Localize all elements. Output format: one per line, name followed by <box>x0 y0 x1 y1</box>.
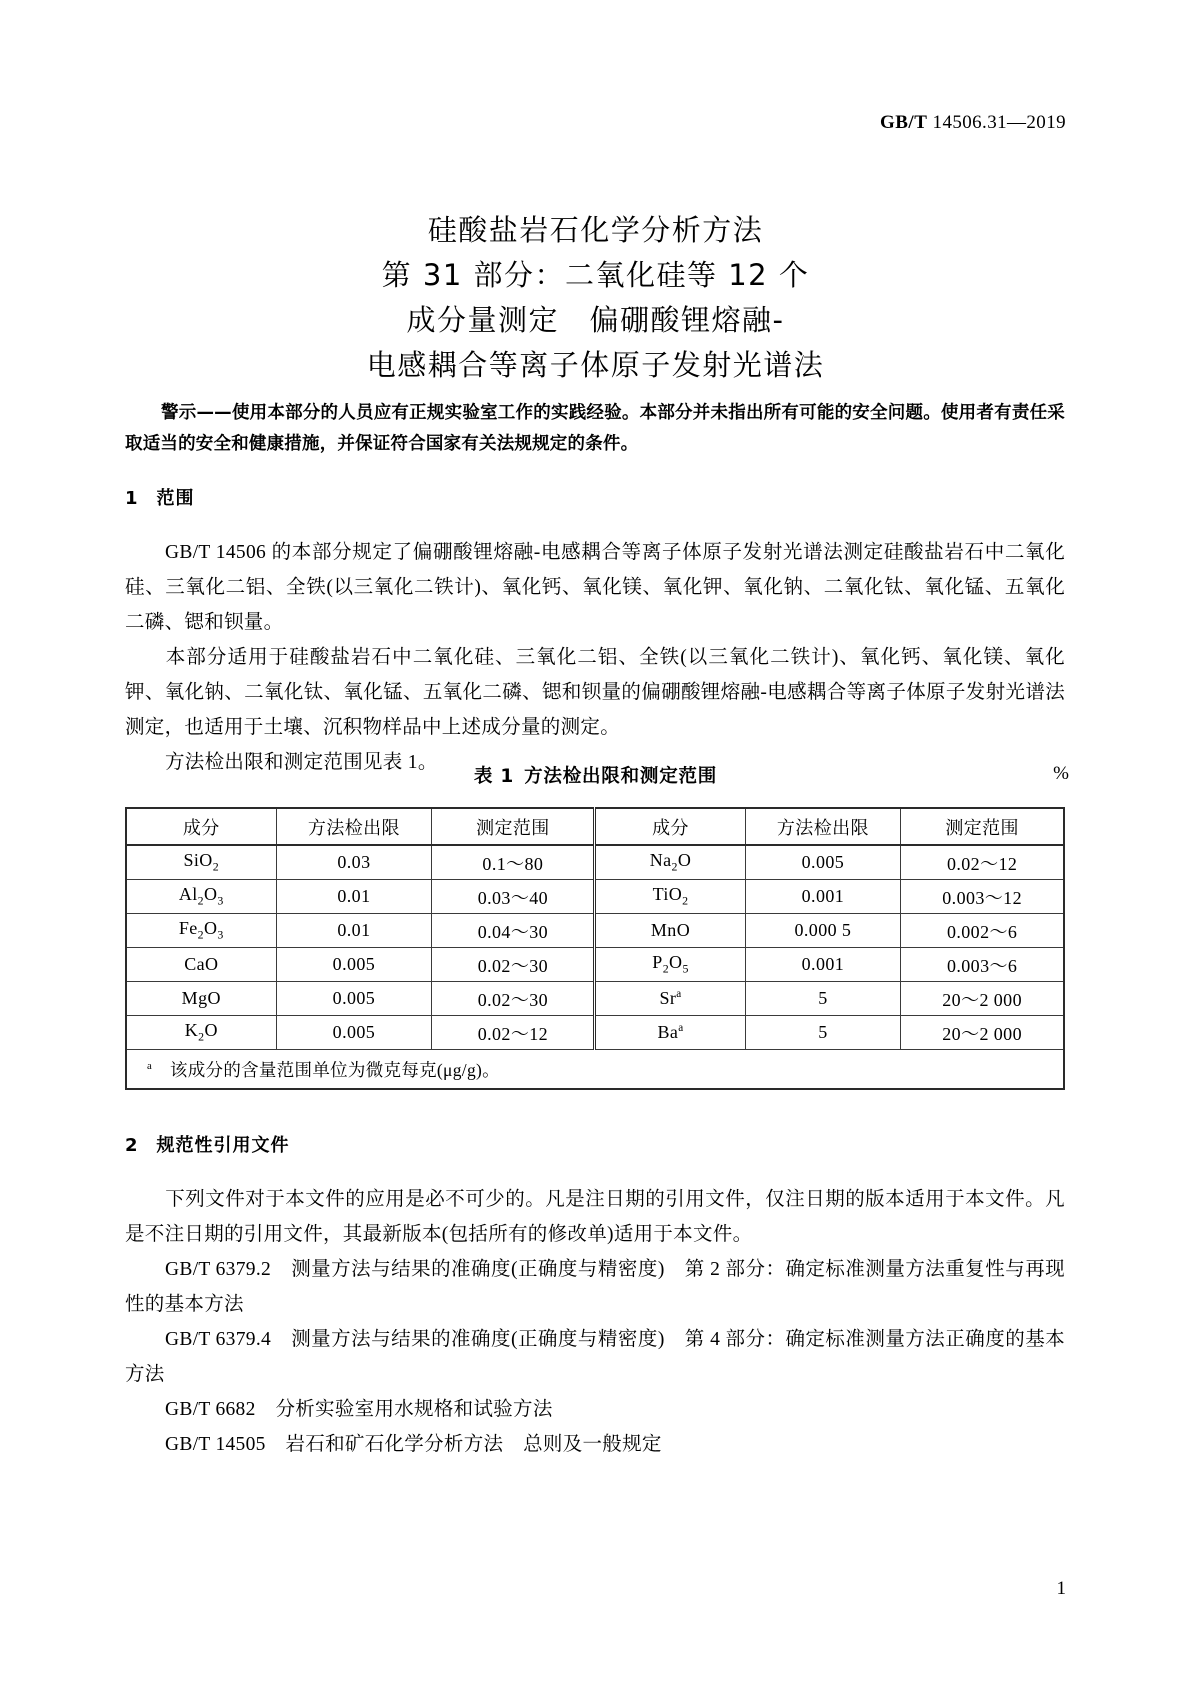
title-line-4: 电感耦合等离子体原子发射光谱法 <box>366 348 825 382</box>
reference-text: GB/T 6682 分析实验室用水规格和试验方法 <box>165 1399 553 1420</box>
range-cell: 0.03～40 <box>432 880 595 914</box>
table-1 <box>125 807 1065 1090</box>
detection-limit-cell: 5 <box>745 1016 901 1050</box>
column-header: 成分 <box>595 808 745 845</box>
range-cell: 0.1～80 <box>432 845 595 880</box>
section-2-title: 规范性引用文件 <box>156 1135 290 1156</box>
reference-item <box>125 1427 1065 1462</box>
table-row <box>126 1016 1064 1050</box>
table-1-unit: % <box>1053 763 1069 784</box>
section-2-heading <box>125 1131 290 1157</box>
reference-text: GB/T 14505 岩石和矿石化学分析方法 总则及一般规定 <box>165 1434 662 1455</box>
paragraph <box>125 535 1065 640</box>
table-1-caption <box>125 762 1066 788</box>
column-header: 成分 <box>126 808 276 845</box>
title-line-1: 硅酸盐岩石化学分析方法 <box>427 213 764 247</box>
component-cell: Sr$^a$ <box>595 982 745 1016</box>
range-cell: 20～2 000 <box>901 1016 1064 1050</box>
reference-item <box>125 1252 1065 1322</box>
component-cell: SiO$_2$ <box>126 845 276 880</box>
table-footnote: $^a$ 该成分的含量范围单位为微克每克(μg/g)。 <box>126 1050 1064 1090</box>
table-1-title: 方法检出限和测定范围 <box>524 766 718 787</box>
component-cell: $Na_2O$ <box>595 845 745 880</box>
detection-limit-cell: 0.001 <box>745 880 901 914</box>
table-row <box>126 914 1064 948</box>
range-cell: 0.003～12 <box>901 880 1064 914</box>
table-1-label: 表 1 <box>473 766 515 787</box>
column-header: 方法检出限 <box>745 808 901 845</box>
section-1-number: 1 <box>125 488 139 509</box>
table-row <box>126 880 1064 914</box>
section-1-heading <box>125 484 195 510</box>
detection-limit-cell: 5 <box>745 982 901 1016</box>
page-number: 1 <box>1056 1578 1066 1599</box>
component-cell: Ba$^a$ <box>595 1016 745 1050</box>
title-line-2: 第 31 部分：二氧化硅等 12 个 <box>381 258 810 292</box>
range-cell: 20～2 000 <box>901 982 1064 1016</box>
column-header: 测定范围 <box>432 808 595 845</box>
section-2-number: 2 <box>125 1135 139 1156</box>
reference-item <box>125 1322 1065 1392</box>
component-cell: CaO <box>126 948 276 982</box>
column-header: 方法检出限 <box>276 808 432 845</box>
warning-notice <box>125 398 1065 460</box>
range-cell: 0.003～6 <box>901 948 1064 982</box>
column-header: 测定范围 <box>901 808 1064 845</box>
paragraph <box>125 640 1065 745</box>
reference-item <box>125 1392 1065 1427</box>
reference-text: GB/T 6379.2 测量方法与结果的准确度(正确度与精密度) 第 2 部分：确定标准测量方法重复性与再现性的基本方法 <box>125 1259 1065 1315</box>
range-cell: 0.02～12 <box>432 1016 595 1050</box>
paragraph-text: 方法检出限和测定范围见表 1。 <box>165 752 438 773</box>
section-2-body <box>125 1182 1065 1462</box>
detection-limit-cell: 0.005 <box>276 1016 432 1050</box>
standard-number: 14506.31—2019 <box>932 112 1066 133</box>
component-cell: MgO <box>126 982 276 1016</box>
range-cell: 0.02～12 <box>901 845 1064 880</box>
standard-designation <box>880 112 1066 133</box>
paragraph-text: 本部分适用于硅酸盐岩石中二氧化硅、三氧化二铝、全铁(以三氧化二铁计)、氧化钙、氧化镁、氧化钾、氧化钠、二氧化钛、氧化锰、五氧化二磷、锶和钡量的偏硼酸锂熔融-电感耦合等离子体原子发射光谱法测定，也适用于土壤、沉积物样品中上述成分量的测定。 <box>125 647 1065 738</box>
document-title <box>125 208 1066 388</box>
range-cell: 0.002～6 <box>901 914 1064 948</box>
title-line-3: 成分量测定 偏硼酸锂熔融- <box>406 303 785 337</box>
table-row <box>126 845 1064 880</box>
detection-limit-cell: 0.000 5 <box>745 914 901 948</box>
table-footnote-row <box>126 1050 1064 1090</box>
detection-limit-cell: 0.01 <box>276 880 432 914</box>
table-row <box>126 982 1064 1016</box>
section-1-title: 范围 <box>156 488 195 509</box>
reference-text: GB/T 6379.4 测量方法与结果的准确度(正确度与精密度) 第 4 部分：确定标准测量方法正确度的基本方法 <box>125 1329 1065 1385</box>
component-cell: $P_2O_5$ <box>595 948 745 982</box>
component-cell: $Al_2O_3$ <box>126 880 276 914</box>
running-header <box>125 112 1066 138</box>
detection-limit-cell: 0.005 <box>276 982 432 1016</box>
table-body <box>126 845 1064 1089</box>
table-row <box>126 948 1064 982</box>
paragraph-text: GB/T 14506 的本部分规定了偏硼酸锂熔融-电感耦合等离子体原子发射光谱法测定硅酸盐岩石中二氧化硅、三氧化二铝、全铁(以三氧化二铁计)、氧化钙、氧化镁、氧化钾、氧化钠、二氧化钛、氧化锰、五氧化二磷、锶和钡量。 <box>125 542 1065 633</box>
detection-limit-cell: 0.005 <box>745 845 901 880</box>
component-cell: $K_2O$ <box>126 1016 276 1050</box>
standard-prefix: GB/T <box>879 112 928 133</box>
detection-limit-cell: 0.005 <box>276 948 432 982</box>
range-cell: 0.04～30 <box>432 914 595 948</box>
paragraph <box>125 1182 1065 1252</box>
component-cell: MnO <box>595 914 745 948</box>
component-cell: $Fe_2O_3$ <box>126 914 276 948</box>
component-cell: TiO$_2$ <box>595 880 745 914</box>
range-cell: 0.02～30 <box>432 982 595 1016</box>
section-1-body <box>125 535 1065 780</box>
range-cell: 0.02～30 <box>432 948 595 982</box>
detection-limit-cell: 0.001 <box>745 948 901 982</box>
detection-limit-cell: 0.03 <box>276 845 432 880</box>
warning-text: 警示——使用本部分的人员应有正规实验室工作的实践经验。本部分并未指出所有可能的安全问题。使用者有责任采取适当的安全和健康措施，并保证符合国家有关法规规定的条件。 <box>125 403 1065 454</box>
detection-limit-cell: 0.01 <box>276 914 432 948</box>
table-header-row <box>126 808 1064 845</box>
paragraph-text: 下列文件对于本文件的应用是必不可少的。凡是注日期的引用文件，仅注日期的版本适用于本文件。凡是不注日期的引用文件，其最新版本(包括所有的修改单)适用于本文件。 <box>125 1189 1065 1245</box>
